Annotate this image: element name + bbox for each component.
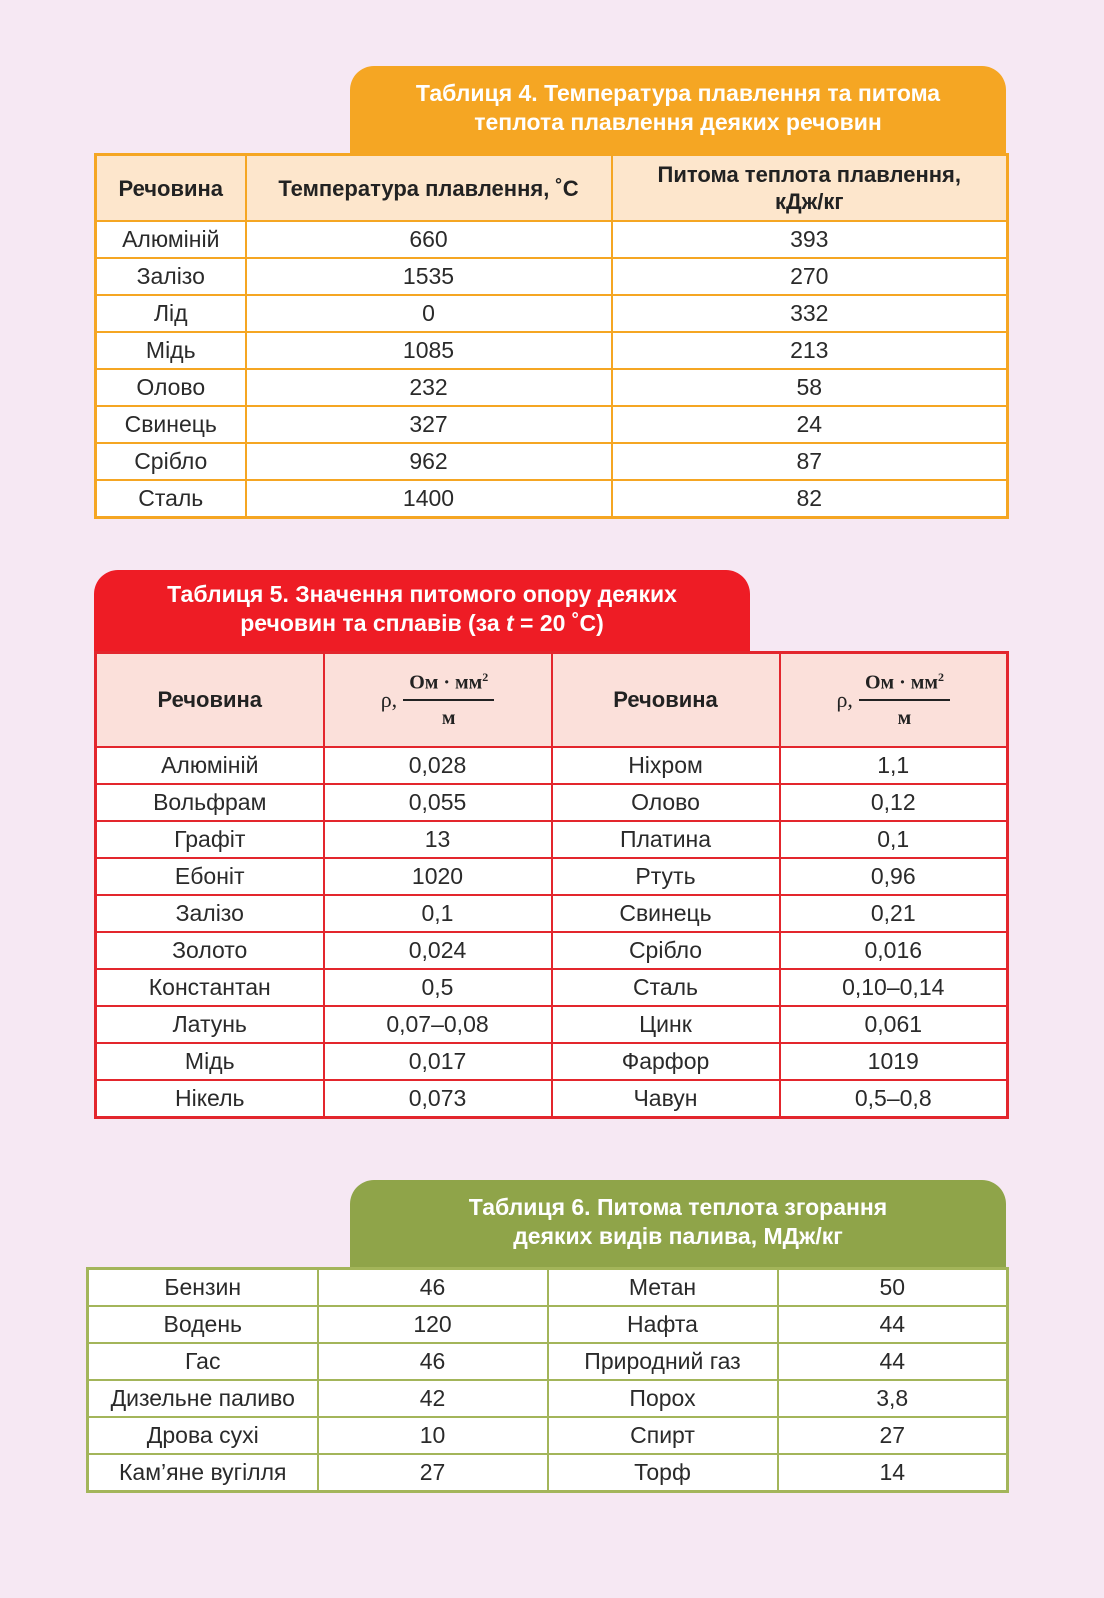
table4-caption	[350, 66, 1006, 154]
table-row	[96, 406, 1008, 443]
heat-cell: 24	[612, 406, 1008, 443]
substance-cell: Сталь	[96, 480, 246, 518]
substance-cell: Срібло	[96, 443, 246, 480]
value-cell: 44	[778, 1306, 1008, 1343]
substance-cell: Олово	[96, 369, 246, 406]
resistivity-formula	[381, 670, 495, 730]
heat-cell: 332	[612, 295, 1008, 332]
heat-cell: 58	[612, 369, 1008, 406]
fuel-cell: Спирт	[548, 1417, 778, 1454]
unit-exponent: 2	[938, 670, 945, 685]
substance-cell: Сталь	[552, 969, 780, 1006]
table6-caption	[350, 1180, 1006, 1268]
value-cell: 1019	[780, 1043, 1008, 1080]
temperature-cell: 660	[246, 221, 612, 258]
fuel-cell: Гас	[88, 1343, 318, 1380]
temperature-cell: 1085	[246, 332, 612, 369]
substance-cell: Мідь	[96, 1043, 324, 1080]
fuel-cell: Порох	[548, 1380, 778, 1417]
table-row	[96, 295, 1008, 332]
melting-table	[94, 153, 1009, 519]
fuel-cell: Дизельне паливо	[88, 1380, 318, 1417]
header-resistivity	[780, 653, 1008, 748]
value-cell: 13	[324, 821, 552, 858]
fuel-cell: Водень	[88, 1306, 318, 1343]
value-cell: 50	[778, 1269, 1008, 1307]
substance-cell: Нікель	[96, 1080, 324, 1118]
value-cell: 10	[318, 1417, 548, 1454]
table-row	[96, 747, 1008, 784]
heat-cell: 87	[612, 443, 1008, 480]
substance-cell: Ніхром	[552, 747, 780, 784]
value-cell: 0,055	[324, 784, 552, 821]
substance-cell: Константан	[96, 969, 324, 1006]
fuel-cell: Дрова сухі	[88, 1417, 318, 1454]
temperature-cell: 232	[246, 369, 612, 406]
unit-denominator: м	[897, 706, 912, 729]
table4-caption-line1: Таблиця 4. Температура плавлення та питома	[415, 80, 941, 106]
header-fusion-unit: кДж/кг	[774, 189, 844, 214]
table5-caption-line1: Таблиця 5. Значення питомого опору деяких	[167, 581, 677, 607]
table-header-row	[96, 653, 1008, 748]
unit-numerator-text: Ом · мм	[409, 671, 483, 694]
heat-cell: 82	[612, 480, 1008, 518]
substance-cell: Золото	[96, 932, 324, 969]
substance-cell: Срібло	[552, 932, 780, 969]
substance-cell: Ебоніт	[96, 858, 324, 895]
value-cell: 120	[318, 1306, 548, 1343]
substance-cell: Свинець	[552, 895, 780, 932]
value-cell: 0,1	[324, 895, 552, 932]
temperature-cell: 327	[246, 406, 612, 443]
unit-denominator: м	[441, 706, 456, 729]
table5-caption	[94, 570, 750, 652]
substance-cell: Вольфрам	[96, 784, 324, 821]
substance-cell: Олово	[552, 784, 780, 821]
heat-cell: 213	[612, 332, 1008, 369]
value-cell: 0,5	[324, 969, 552, 1006]
table-row	[96, 1006, 1008, 1043]
substance-cell: Платина	[552, 821, 780, 858]
header-substance: Речовина	[552, 653, 780, 748]
unit-exponent: 2	[482, 670, 489, 685]
value-cell: 0,016	[780, 932, 1008, 969]
combustion-heat-table	[86, 1267, 1009, 1493]
value-cell: 0,5–0,8	[780, 1080, 1008, 1118]
table-row	[88, 1417, 1008, 1454]
substance-cell: Мідь	[96, 332, 246, 369]
header-melting-temperature: Температура плавлення, ˚С	[246, 155, 612, 222]
substance-cell: Фарфор	[552, 1043, 780, 1080]
table-row	[96, 969, 1008, 1006]
value-cell: 46	[318, 1343, 548, 1380]
heat-cell: 270	[612, 258, 1008, 295]
value-cell: 46	[318, 1269, 548, 1307]
table-row	[88, 1454, 1008, 1492]
header-fusion-label: Питома теплота плавлення,	[657, 162, 961, 187]
table6-caption-line2: деяких видів палива, МДж/кг	[513, 1223, 843, 1249]
value-cell: 1020	[324, 858, 552, 895]
heat-cell: 393	[612, 221, 1008, 258]
substance-cell: Чавун	[552, 1080, 780, 1118]
temperature-cell: 0	[246, 295, 612, 332]
table-row	[96, 443, 1008, 480]
unit-numerator	[859, 670, 950, 701]
value-cell: 1,1	[780, 747, 1008, 784]
unit-fraction	[403, 670, 494, 730]
table-row	[96, 895, 1008, 932]
temperature-cell: 1400	[246, 480, 612, 518]
table-row	[88, 1269, 1008, 1307]
unit-fraction	[859, 670, 950, 730]
table-row	[96, 221, 1008, 258]
substance-cell: Графіт	[96, 821, 324, 858]
table-row	[96, 1043, 1008, 1080]
value-cell: 0,073	[324, 1080, 552, 1118]
table-row	[96, 784, 1008, 821]
value-cell: 27	[318, 1454, 548, 1492]
table-row	[96, 932, 1008, 969]
fuel-cell: Бензин	[88, 1269, 318, 1307]
value-cell: 44	[778, 1343, 1008, 1380]
value-cell: 0,024	[324, 932, 552, 969]
value-cell: 3,8	[778, 1380, 1008, 1417]
fuel-cell: Природний газ	[548, 1343, 778, 1380]
header-resistivity	[324, 653, 552, 748]
table-row	[96, 480, 1008, 518]
value-cell: 27	[778, 1417, 1008, 1454]
value-cell: 0,21	[780, 895, 1008, 932]
rho-symbol: ρ,	[836, 687, 853, 712]
substance-cell: Залізо	[96, 258, 246, 295]
caption-text: = 20 ˚С)	[513, 610, 604, 636]
table4-caption-line2: теплота плавлення деяких речовин	[474, 109, 882, 135]
table-row	[96, 1080, 1008, 1118]
table-row	[88, 1343, 1008, 1380]
substance-cell: Залізо	[96, 895, 324, 932]
unit-numerator	[403, 670, 494, 701]
header-substance: Речовина	[96, 155, 246, 222]
table-row	[88, 1306, 1008, 1343]
table-row	[96, 821, 1008, 858]
caption-text: речовин та сплавів (за	[240, 610, 506, 636]
value-cell: 0,12	[780, 784, 1008, 821]
table-header-row	[96, 155, 1008, 222]
table-row	[88, 1380, 1008, 1417]
fuel-cell: Нафта	[548, 1306, 778, 1343]
temperature-symbol: t	[506, 610, 514, 636]
value-cell: 0,061	[780, 1006, 1008, 1043]
table6-caption-line1: Таблиця 6. Питома теплота згорання	[468, 1194, 888, 1220]
temperature-cell: 962	[246, 443, 612, 480]
table5-caption-line2	[94, 609, 750, 638]
value-cell: 0,96	[780, 858, 1008, 895]
unit-numerator-text: Ом · мм	[864, 671, 939, 694]
substance-cell: Ртуть	[552, 858, 780, 895]
substance-cell: Цинк	[552, 1006, 780, 1043]
value-cell: 14	[778, 1454, 1008, 1492]
value-cell: 0,07–0,08	[324, 1006, 552, 1043]
substance-cell: Латунь	[96, 1006, 324, 1043]
substance-cell: Свинець	[96, 406, 246, 443]
value-cell: 0,10–0,14	[780, 969, 1008, 1006]
resistivity-formula	[836, 670, 950, 730]
value-cell: 42	[318, 1380, 548, 1417]
value-cell: 0,1	[780, 821, 1008, 858]
temperature-cell: 1535	[246, 258, 612, 295]
table-row	[96, 258, 1008, 295]
rho-symbol: ρ,	[380, 687, 398, 712]
fuel-cell: Торф	[548, 1454, 778, 1492]
header-specific-heat-of-fusion	[612, 155, 1008, 222]
fuel-cell: Метан	[548, 1269, 778, 1307]
resistivity-table	[94, 651, 1009, 1119]
fuel-cell: Кам’яне вугілля	[88, 1454, 318, 1492]
table-row	[96, 858, 1008, 895]
substance-cell: Лід	[96, 295, 246, 332]
value-cell: 0,017	[324, 1043, 552, 1080]
table-row	[96, 369, 1008, 406]
header-substance: Речовина	[96, 653, 324, 748]
table-row	[96, 332, 1008, 369]
value-cell: 0,028	[324, 747, 552, 784]
substance-cell: Алюміній	[96, 221, 246, 258]
substance-cell: Алюміній	[96, 747, 324, 784]
